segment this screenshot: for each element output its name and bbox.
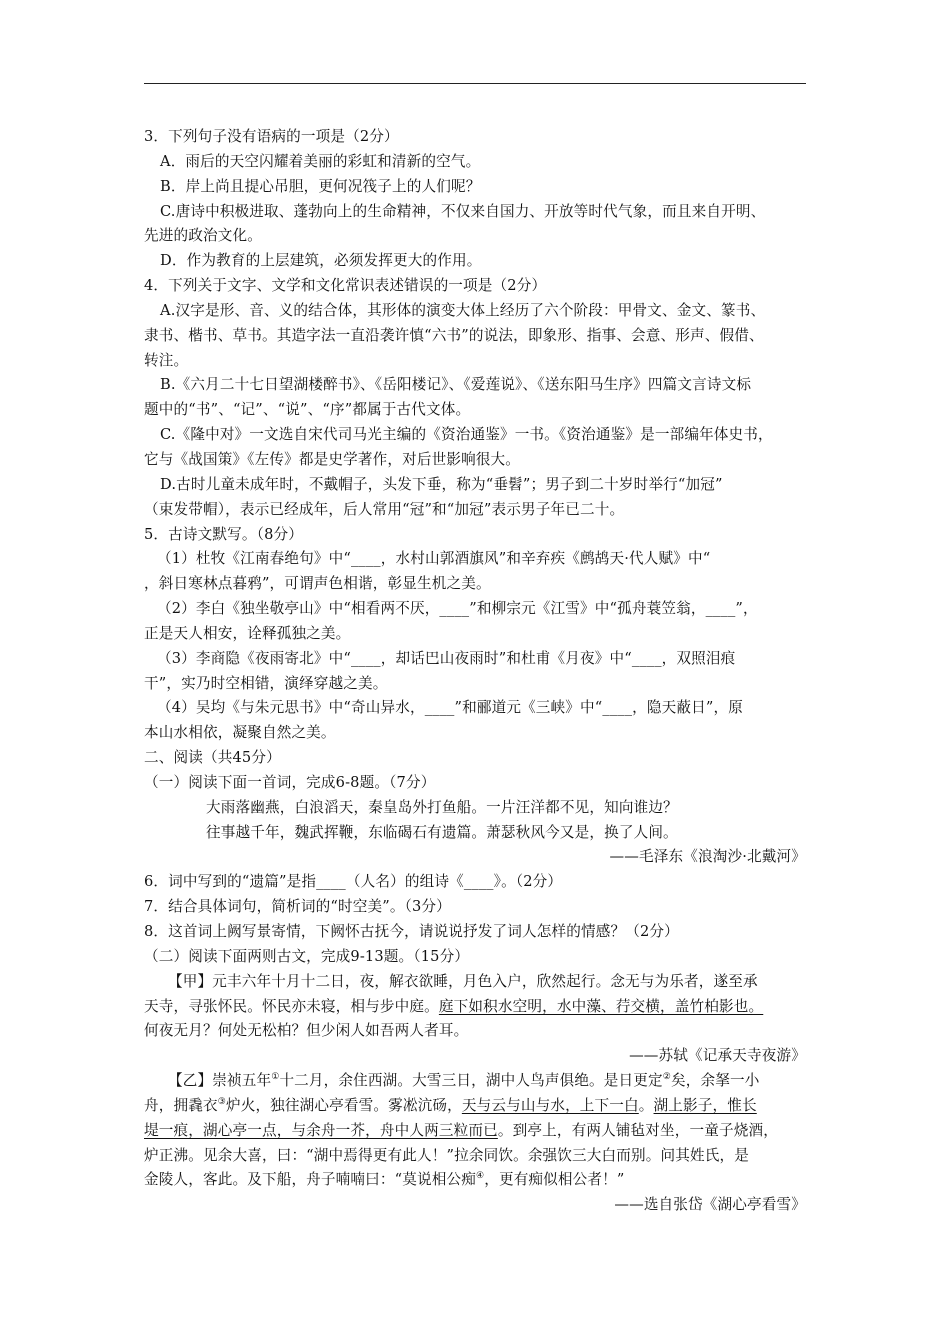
exam-page-content — [144, 125, 808, 1218]
question-5-item-4-cont: 本山水相依，凝聚自然之美。 — [144, 724, 336, 742]
passage-yi-underlined-sentence-2: 湖上影子，惟长 — [653, 1096, 757, 1114]
question-4-option-b-cont: 题中的“书”、“记”、“说”、“序”都属于古代文体。 — [144, 401, 471, 419]
question-8: 8．这首词上阙写景寄情，下阙怀古抚今，请说说抒发了词人怎样的情感？（2分） — [144, 923, 679, 940]
passage-yi-line-4: 炉正沸。见余大喜，曰：“湖中焉得更有此人！”拉余同饮。余强饮三大白而别。问其姓氏，是 — [144, 1146, 749, 1164]
question-7: 7．结合具体词句，简析词的“时空美”。（3分） — [144, 898, 451, 916]
passage-yi-text: 炉火，独往湖心亭看雪。雾凇沆砀， — [225, 1096, 462, 1114]
passage-jia-line-2 — [144, 995, 808, 1020]
poem-line-1: 大雨落幽燕，白浪滔天，秦皇岛外打鱼船。一片汪洋都不见，知向谁边？ — [206, 798, 678, 816]
passage-yi-underlined-sentence-2-cont: 堤一痕，湖心亭一点，与余舟一芥，舟中人两三粒而已 — [144, 1121, 498, 1139]
header-rule — [144, 83, 806, 84]
poem-source: ——毛泽东《浪淘沙·北戴河》 — [609, 848, 806, 866]
passage-yi-text: 。 — [638, 1096, 654, 1114]
question-5-stem: 5．古诗文默写。（8分） — [144, 525, 304, 543]
question-3-option-c: C.唐诗中积极进取、蓬勃向上的生命精神，不仅来自国力、开放等时代气象，而且来自开明、 — [160, 202, 766, 220]
passage-jia-source: ——苏轼《记承天寺夜游》 — [629, 1047, 806, 1065]
question-4-option-a: A.汉字是形、音、义的结合体，其形体的演变大体上经历了六个阶段：甲骨文、金文、篆书、 — [160, 301, 766, 319]
question-3-option-d: D．作为教育的上层建筑，必须发挥更大的作用。 — [160, 252, 482, 270]
passage-yi-line-3 — [144, 1119, 808, 1144]
passage-jia-line-1: 【甲】元丰六年十月十二日，夜，解衣欲睡，月色入户，欣然起行。念无与为乐者，遂至承 — [168, 972, 758, 990]
passage-jia-underlined-sentence: 庭下如积水空明，水中藻、荇交横，盖竹柏影也。 — [438, 997, 764, 1015]
question-5-item-1: （1）杜牧《江南春绝句》中“____，水村山郭酒旗风”和辛弃疾《鹧鸪天·代人赋》中“ — [157, 550, 711, 568]
passage-yi-text: ，更有痴似相公者！” — [484, 1171, 625, 1189]
passage-yi-text: 舟，拥毳衣 — [144, 1096, 218, 1114]
question-5-item-1-cont: ，斜日寒林点暮鸦”，可谓声色相谐，彰显生机之美。 — [144, 575, 491, 593]
passage-yi-text: 矣，余拏一小 — [671, 1072, 760, 1090]
question-4-option-a-cont: 隶书、楷书、草书。其造字法一直沿袭许慎“六书”的说法，即象形、指事、会意、形声、假借、 — [144, 326, 764, 344]
passage-yi-text: 。到亭上，有两人铺毡对坐，一童子烧酒， — [497, 1121, 778, 1139]
question-5-item-3: （3）李商隐《夜雨寄北》中“____，却话巴山夜雨时”和杜甫《月夜》中“____，双照泪痕 — [157, 649, 736, 667]
passage-yi-text: 【乙】崇祯五年 — [168, 1072, 272, 1090]
question-4-stem: 4．下列关于文字、文学和文化常识表述错误的一项是（2分） — [144, 277, 547, 295]
footnote-marker-4: ④ — [475, 1171, 485, 1182]
question-4-option-a-cont2: 转注。 — [144, 351, 189, 369]
passage-jia-line-3: 何夜无月？何处无松柏？但少闲人如吾两人者耳。 — [144, 1022, 469, 1040]
passage-jia-text: 天寺，寻张怀民。怀民亦未寝，相与步中庭。 — [144, 997, 439, 1015]
question-3-option-c-cont: 先进的政治文化。 — [144, 227, 262, 245]
subsection-2-instruction: （二）阅读下面两则古文，完成9-13题。（15分） — [144, 947, 470, 965]
passage-yi-source: ——选自张岱《湖心亭看雪》 — [614, 1196, 806, 1214]
question-5-item-4: （4）吴均《与朱元思书》中“奇山异水，____”和郦道元《三峡》中“____，隐天蔽日”，原 — [157, 699, 743, 717]
passage-yi-text: 十二月，余住西湖。大雪三日，湖中人鸟声俱绝。是日更定 — [279, 1072, 663, 1090]
question-4-option-d-cont: （束发带帽），表示已经成年，后人常用“冠”和“加冠”表示男子年已二十。 — [144, 500, 625, 518]
passage-yi-underlined-sentence-1: 天与云与山与水，上下一白 — [461, 1096, 639, 1114]
footnote-marker-1: ① — [271, 1072, 280, 1083]
poem-line-2: 往事越千年，魏武挥鞭，东临碣石有遗篇。萧瑟秋风今又是，换了人间。 — [206, 823, 678, 841]
question-4-option-c-cont: 它与《战国策》《左传》都是史学著作，对后世影响很大。 — [144, 450, 521, 468]
question-4-option-b: B.《六月二十七日望湖楼醉书》、《岳阳楼记》、《爱莲说》、《送东阳马生序》四篇文言诗文标 — [160, 376, 752, 394]
subsection-1-instruction: （一）阅读下面一首词，完成6-8题。（7分） — [144, 773, 436, 791]
question-3-option-b: B．岸上尚且提心吊胆，更何况筏子上的人们呢？ — [160, 177, 481, 195]
question-5-item-3-cont: 干”，实乃时空相错，演绎穿越之美。 — [144, 674, 388, 692]
footnote-marker-2: ② — [662, 1072, 671, 1083]
passage-yi-line-2 — [144, 1094, 808, 1119]
question-4-option-d: D.古时儿童未成年时，不戴帽子，头发下垂，称为“垂髫”；男子到二十岁时举行“加冠” — [160, 475, 723, 493]
question-3-option-a: A．雨后的天空闪耀着美丽的彩虹和清新的空气。 — [160, 152, 481, 170]
section-heading-reading: 二、阅读（共45分） — [144, 749, 281, 767]
question-5-item-2: （2）李白《独坐敬亭山》中“相看两不厌，____”和柳宗元《江雪》中“孤舟蓑笠翁，____”， — [157, 600, 758, 618]
passage-yi-text: 金陵人，客此。及下船，舟子喃喃曰：“莫说相公痴 — [144, 1171, 476, 1189]
question-3-stem: 3．下列句子没有语病的一项是（2分） — [144, 128, 399, 145]
question-5-item-2-cont: 正是天人相安，诠释孤独之美。 — [144, 624, 351, 642]
question-6: 6．词中写到的“遗篇”是指____（人名）的组诗《____》。（2分） — [144, 873, 563, 891]
footnote-marker-3: ③ — [217, 1096, 226, 1107]
passage-yi-line-5 — [144, 1168, 808, 1193]
question-4-option-c: C.《隆中对》一文选自宋代司马光主编的《资治通鉴》一书。《资治通鉴》是一部编年体史书， — [160, 426, 773, 444]
passage-yi-line-1 — [144, 1069, 808, 1094]
